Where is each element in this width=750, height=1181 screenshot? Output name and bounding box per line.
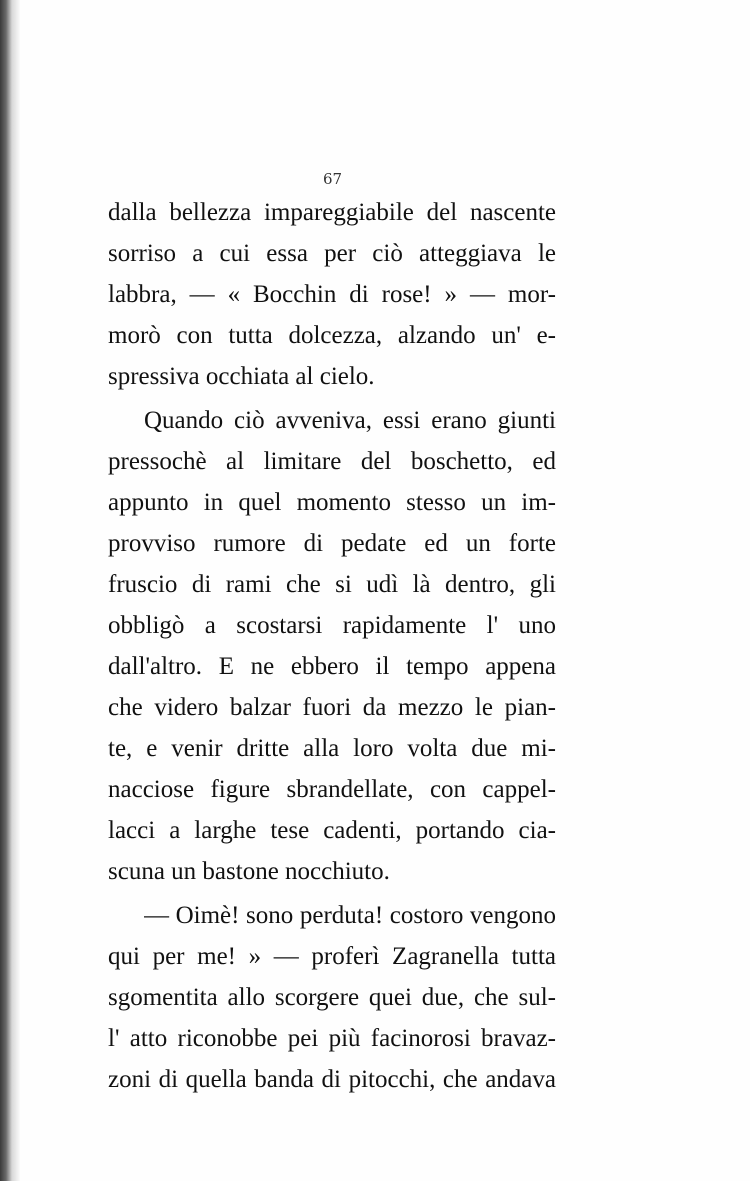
text-line: l' atto riconobbe pei più facinorosi bravaz- [108, 1025, 556, 1052]
text-line: morò con tutta dolcezza, alzando un' e- [108, 322, 556, 349]
text-line: qui per me! » — proferì Zagranella tutta [108, 943, 556, 970]
text-line: sorriso a cui essa per ciò atteggiava le [108, 240, 556, 267]
text-line: zoni di quella banda di pitocchi, che andava [108, 1066, 556, 1093]
text-line: appunto in quel momento stesso un im- [108, 489, 556, 516]
page-number: 67 [322, 170, 343, 188]
text-line: spressiva occhiata al cielo. [108, 363, 375, 390]
text-line: provviso rumore di pedate ed un forte [108, 530, 556, 557]
text-line: nacciose figure sbrandellate, con cappel- [108, 776, 556, 803]
text-line: fruscio di rami che si udì là dentro, gli [108, 571, 556, 598]
text-line: che videro balzar fuori da mezzo le pian- [108, 694, 556, 721]
text-line: dall'altro. E ne ebbero il tempo appena [108, 653, 556, 680]
text-line: — Oimè! sono perduta! costoro vengono [144, 902, 556, 929]
text-line: scuna un bastone nocchiuto. [108, 858, 390, 885]
text-line: dalla bellezza impareggiabile del nascente [108, 199, 556, 226]
text-line: sgomentita allo scorgere quei due, che sul- [108, 984, 556, 1011]
text-line: te, e venir dritte alla loro volta due mi- [108, 735, 556, 762]
text-line: pressochè al limitare del boschetto, ed [108, 448, 556, 475]
text-line: labbra, — « Bocchin di rose! » — mor- [108, 281, 556, 308]
text-line: lacci a larghe tese cadenti, portando cia- [108, 817, 556, 844]
text-line: Quando ciò avveniva, essi erano giunti [144, 407, 556, 434]
text-line: obbligò a scostarsi rapidamente l' uno [108, 612, 556, 639]
